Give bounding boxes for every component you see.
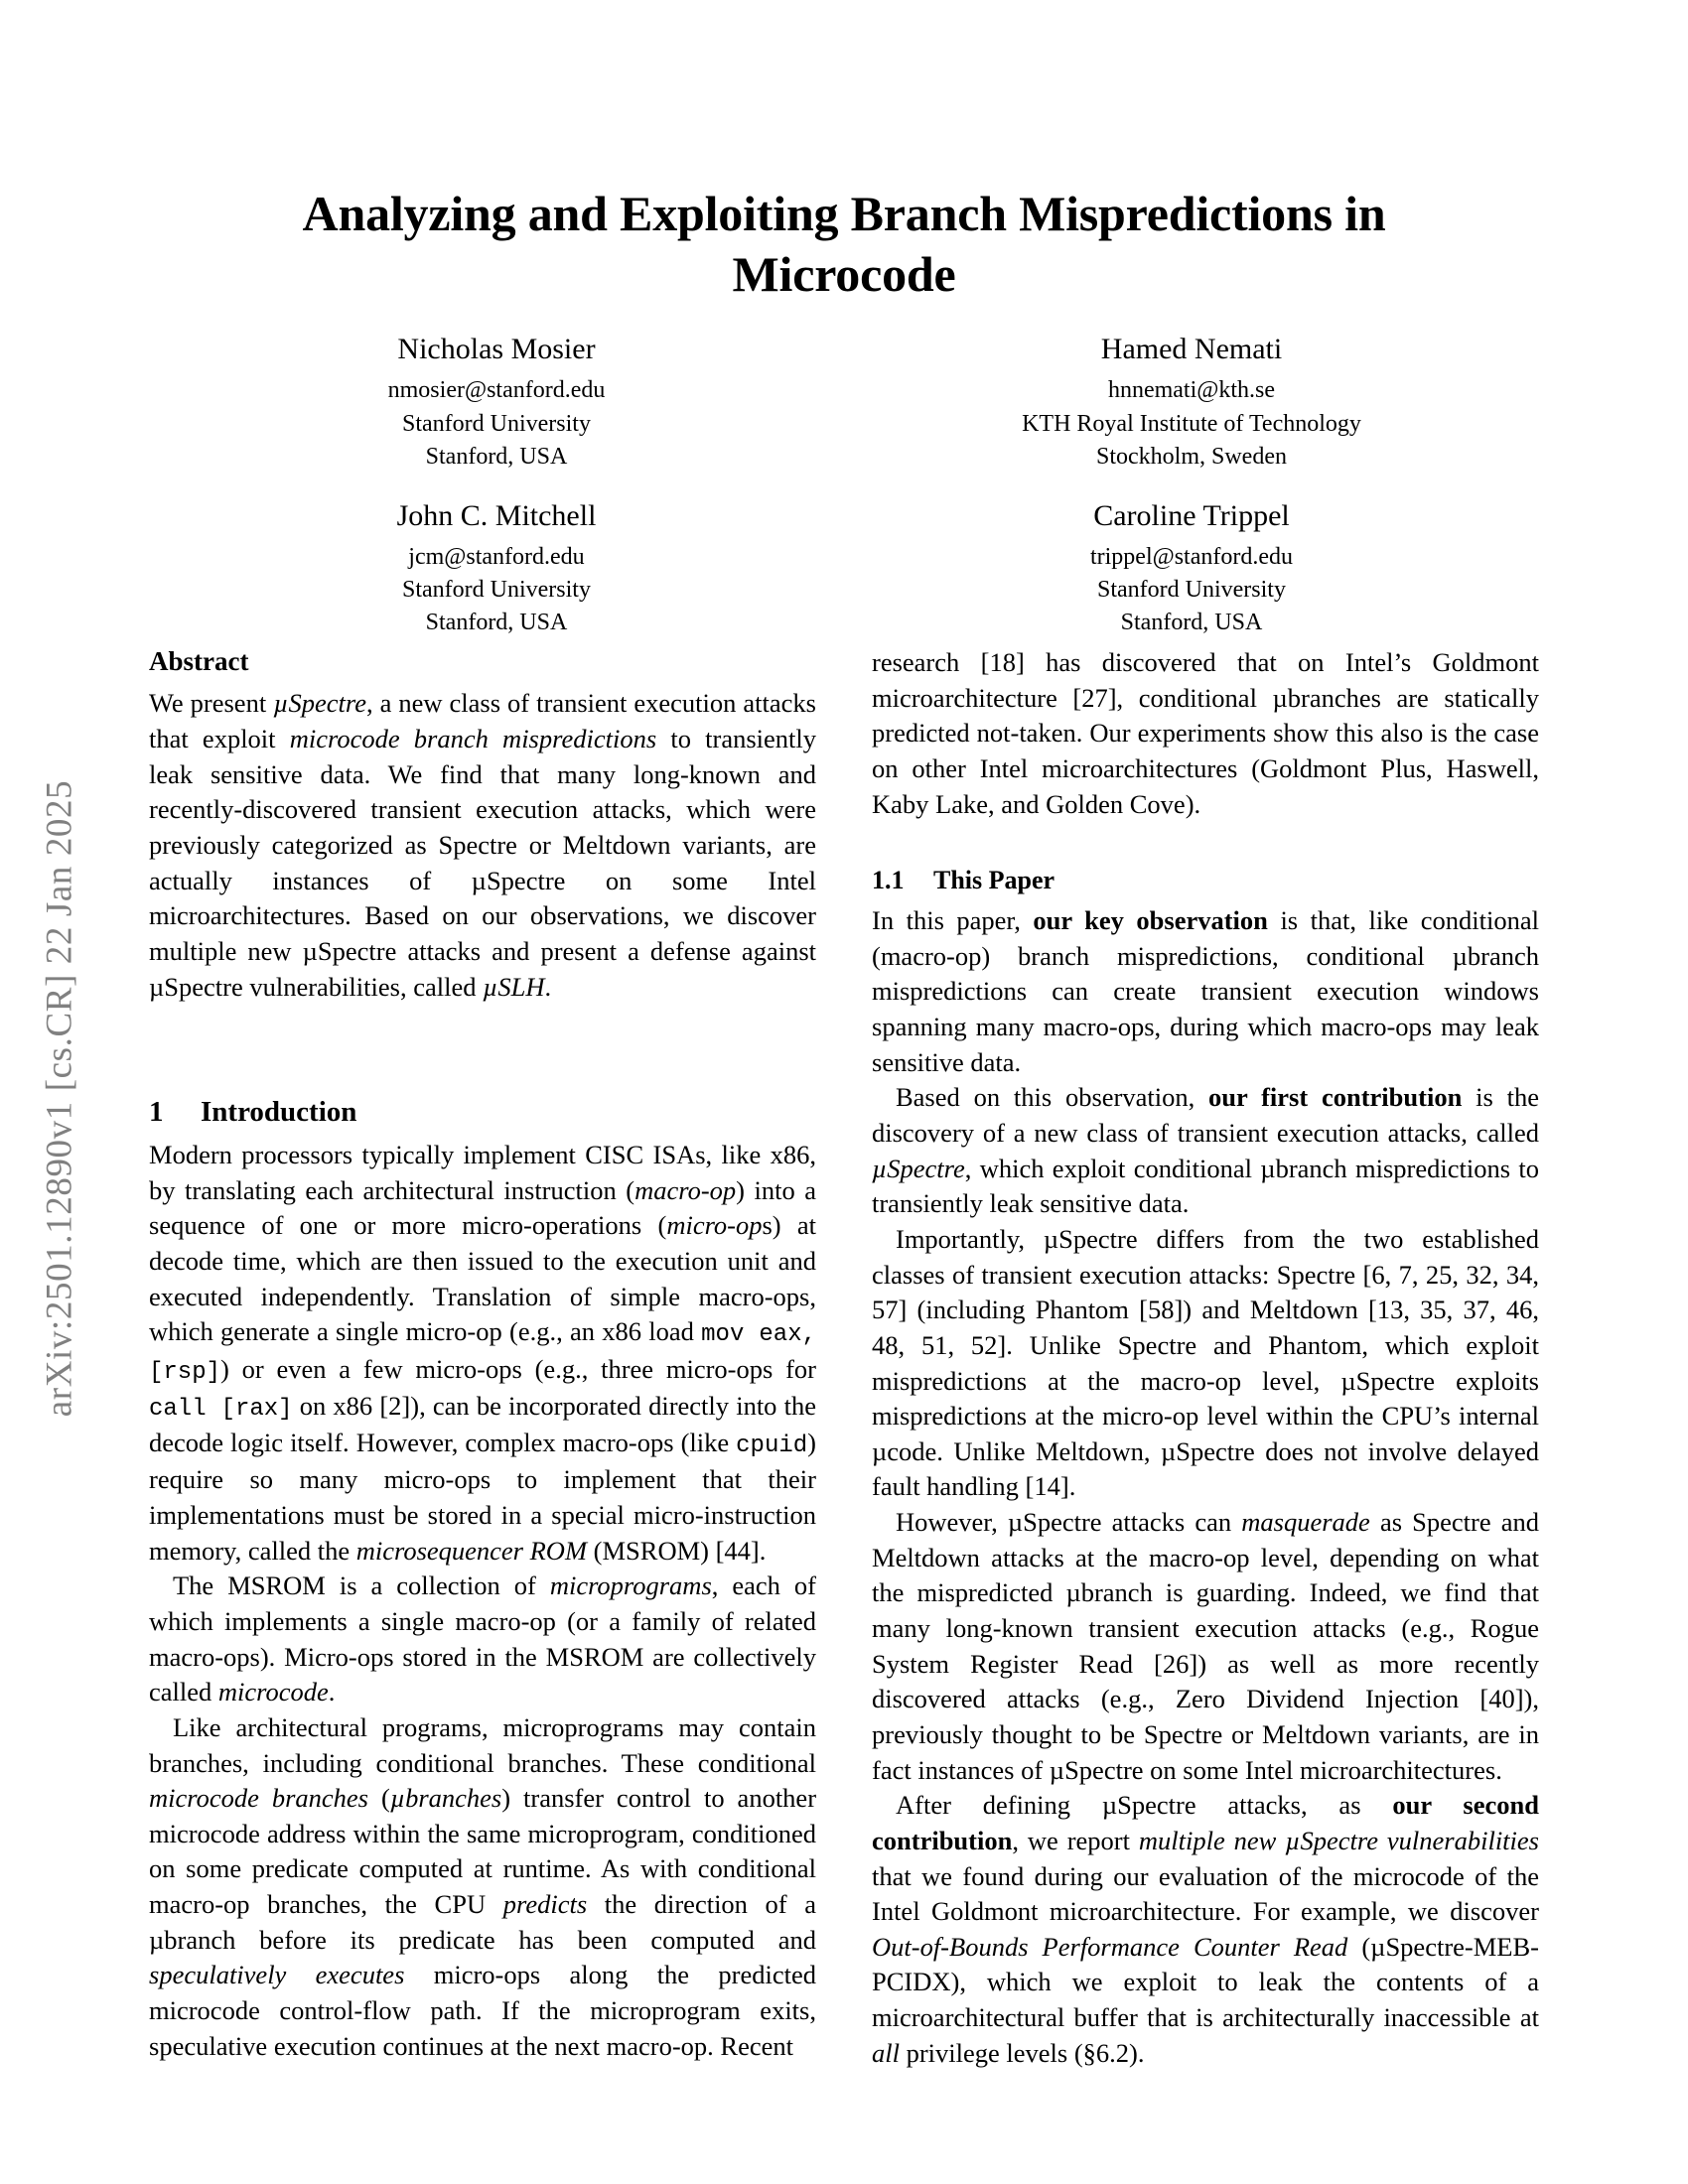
author-affiliation: Stanford University (1097, 577, 1286, 604)
subsection-heading-this-paper (872, 866, 1539, 895)
arxiv-stamp-label: arXiv:2501.12890v1 [cs.CR] 22 Jan 2025 (39, 779, 80, 1418)
author-location: Stanford, USA (425, 443, 568, 470)
intro-continuation-paragraph: research [18] has discovered that on Intel’s Goldmont microarchitecture [27], conditional µbranches are statically predicted not-taken. Our experiments show this also is the case on other Intel microarchitectures (Goldmont Plus, Haswell, Kaby Lake, and Golden Cove). (872, 647, 1539, 819)
author-affiliation: Stanford University (402, 577, 591, 604)
paper-page (149, 0, 1539, 2184)
abstract-heading: Abstract (149, 646, 249, 676)
author-block (149, 495, 844, 640)
spacer (149, 1005, 816, 1096)
author-affiliation: KTH Royal Institute of Technology (1022, 410, 1361, 437)
author-email: nmosier@stanford.edu (387, 377, 606, 404)
section-number: 1 (149, 1096, 164, 1129)
intro-paragraph-1: Modern processors typically implement CISC ISAs, like x86, by translating each architectural instruction (macro-op) into a sequence of one or more micro-operations (micro-ops) at decode time, which are then issued to the execution unit and executed independently. Translation of simple macro-ops, which generate a single micro-op (e.g., an x86 load mov eax, [rsp]) or even a few micro-ops (e.g., three micro-ops for call [rax] on x86 [2]), can be incorporated directly into the decode logic itself. However, complex macro-ops (like cpuid) require so many micro-ops to implement that their implementations must be stored in a special micro-instruction memory, called the microsequencer ROM (MSROM) [44]. (149, 1140, 817, 1566)
right-column (872, 645, 1540, 2068)
page-title: Analyzing and Exploiting Branch Mispredictions in Microcode (302, 186, 1386, 302)
author-name: Caroline Trippel (1093, 498, 1290, 532)
author-block (844, 329, 1539, 474)
spacer (872, 822, 1539, 866)
author-email: jcm@stanford.edu (408, 544, 585, 571)
author-email: trippel@stanford.edu (1089, 544, 1294, 571)
two-column-body (149, 645, 1540, 2068)
section-title: Introduction (201, 1096, 357, 1129)
this-paper-paragraph-3: Importantly, µSpectre differs from the two established classes of transient execution attacks: Spectre [6, 7, 25, 32, 34, 57] (including Phantom [58]) and Meltdown [13, 35, 37, 46, 48, 51, 52]. Unlike Spectre and Phantom, which exploit mispredictions at the macro-op level, µSpectre exploits mispredictions at the micro-op level within the CPU’s internal µcode. Unlike Meltdown, µSpectre does not involve delayed fault handling [14]. (872, 1223, 1539, 1502)
intro-paragraph-2: The MSROM is a collection of microprograms, each of which implements a single macro-op (or a family of related macro-ops). Micro-ops stored in the MSROM are collectively called microcode. (149, 1570, 816, 1707)
author-location: Stanford, USA (1120, 610, 1263, 636)
arxiv-stamp (0, 0, 119, 2184)
this-paper-paragraph-5: After defining µSpectre attacks, as our second contribution, we report multiple new µSpectre vulnerabilities that we found during our evaluation of the microcode of the Intel Goldmont microarchitecture. For example, we discover Out-of-Bounds Performance Counter Read (µSpectre-MEB-PCIDX), which we exploit to leak the contents of a microarchitectural buffer that is architecturally inaccessible at all privilege levels (§6.2). (872, 1790, 1539, 2068)
intro-paragraph-3: Like architectural programs, microprograms may contain branches, including conditional branches. These conditional microcode branches (µbranches) transfer control to another microcode address within the same microprogram, conditioned on some predicate computed at runtime. As with conditional macro-op branches, the CPU predicts the direction of a µbranch before its predicate has been computed and speculatively executes micro-ops along the predicted microcode control-flow path. If the microprogram exits, speculative execution continues at the next macro-op. Recent (149, 1711, 817, 2061)
author-email: hnnemati@kth.se (1107, 377, 1276, 404)
author-block (844, 495, 1539, 640)
author-name: Nicholas Mosier (397, 333, 596, 365)
author-location: Stanford, USA (425, 610, 568, 636)
subsection-title: This Paper (933, 866, 1055, 895)
this-paper-paragraph-2: Based on this observation, our first contribution is the discovery of a new class of transient execution attacks, called µSpectre, which exploit conditional µbranch mispredictions to transiently leak sensitive data. (872, 1082, 1539, 1219)
introduction-heading (149, 1096, 816, 1129)
author-affiliation: Stanford University (402, 410, 591, 437)
left-column (149, 645, 817, 2061)
author-list (149, 329, 1539, 639)
author-name: Hamed Nemati (1100, 333, 1283, 365)
abstract-paragraph: We present µSpectre, a new class of transient execution attacks that exploit microcode branch mispredictions to transiently leak sensitive data. We find that many long-known and recently-discovered transient execution attacks, which were previously categorized as Spectre or Meltdown variants, are actually instances of µSpectre on some Intel microarchitectures. Based on our observations, we discover multiple new µSpectre attacks and present a defense against µSpectre vulnerabilities, called µSLH. (149, 688, 817, 1002)
author-block (149, 329, 844, 474)
this-paper-paragraph-4: However, µSpectre attacks can masquerade as Spectre and Meltdown attacks at the macro-op level, depending on what the mispredicted µbranch is guarding. Indeed, we find that many long-known transient execution attacks (e.g., Rogue System Register Read [26]) as well as more recently discovered attacks (e.g., Zero Dividend Injection [40]), previously thought to be Spectre or Meltdown variants, are in fact instances of µSpectre on some Intel microarchitectures. (872, 1507, 1539, 1785)
subsection-number: 1.1 (872, 866, 905, 895)
author-name: John C. Mitchell (396, 498, 597, 532)
this-paper-paragraph-1: In this paper, our key observation is that, like conditional (macro-op) branch mispredictions, conditional µbranch mispredictions can create transient execution windows spanning many macro-ops, during which macro-ops may leak sensitive data. (872, 905, 1540, 1077)
author-location: Stockholm, Sweden (1096, 443, 1287, 470)
